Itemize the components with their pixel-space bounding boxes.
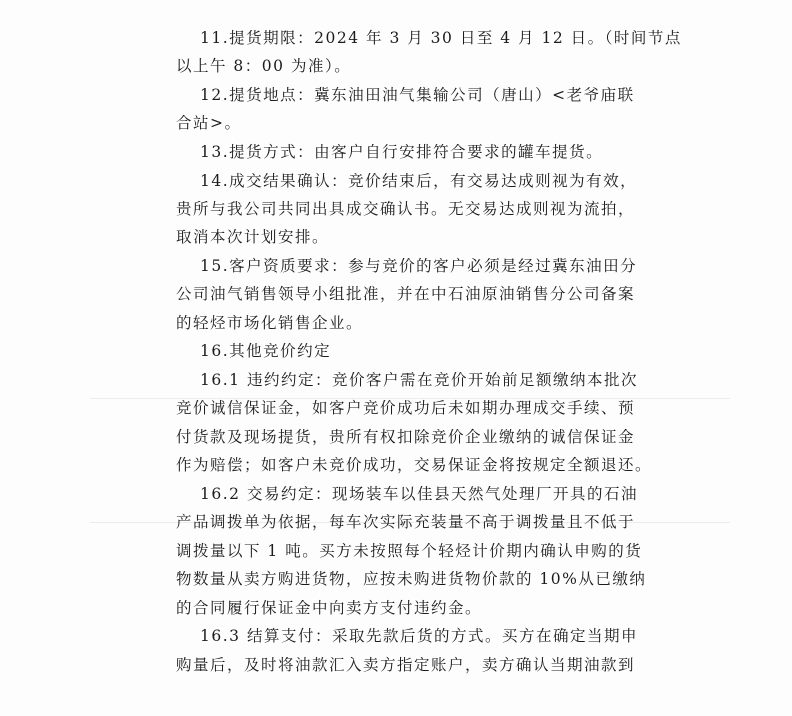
text-line: 竞价诚信保证金，如客户竞价成功后未如期办理成交手续、预	[176, 399, 636, 417]
text-line: 16.1 违约约定：竞价客户需在竞价开始前足额缴纳本批次	[200, 371, 638, 389]
text-line: 16.3 结算支付：采取先款后货的方式。买方在确定当期申	[200, 627, 638, 645]
text-line: 以上午 8：00 为准）。	[176, 57, 352, 75]
text-line: 11.提货期限：2024 年 3 月 30 日至 4 月 12 日。（时间节点	[200, 29, 682, 47]
text-line: 15.客户资质要求：参与竞价的客户必须是经过冀东油田分	[200, 257, 638, 275]
text-line: 的合同履行保证金中向卖方支付违约金。	[176, 599, 483, 617]
text-line: 付货款及现场提货，贵所有权扣除竞价企业缴纳的诚信保证金	[176, 428, 636, 446]
text-line: 13.提货方式：由客户自行安排符合要求的罐车提货。	[200, 143, 604, 161]
text-line: 产品调拨单为依据，每车次实际充装量不高于调拨量且不低于	[176, 513, 636, 531]
text-line: 公司油气销售领导小组批准，并在中石油原油销售分公司备案	[176, 285, 636, 303]
text-line: 作为赔偿；如客户未竞价成功，交易保证金将按规定全额退还。	[176, 456, 653, 474]
text-line: 贵所与我公司共同出具成交确认书。无交易达成则视为流拍，	[176, 200, 636, 218]
text-line: 12.提货地点：冀东油田油气集输公司（唐山）<老爷庙联	[200, 86, 635, 104]
text-line: 物数量从卖方购进货物，应按未购进货物价款的 10%从已缴纳	[176, 570, 647, 588]
text-line: 调拨量以下 1 吨。买方未按照每个轻烃计价期内确认申购的货	[176, 542, 643, 560]
text-line: 购量后，及时将油款汇入卖方指定账户，卖方确认当期油款到	[176, 656, 636, 674]
text-line: 16.2 交易约定：现场装车以佳县天然气处理厂开具的石油	[200, 485, 638, 503]
text-line: 16.其他竞价约定	[200, 342, 332, 360]
text-line: 14.成交结果确认：竞价结束后，有交易达成则视为有效，	[200, 172, 638, 190]
text-line: 合站>。	[176, 114, 242, 132]
text-line: 取消本次计划安排。	[176, 228, 330, 246]
text-line: 的轻烃市场化销售企业。	[176, 314, 364, 332]
